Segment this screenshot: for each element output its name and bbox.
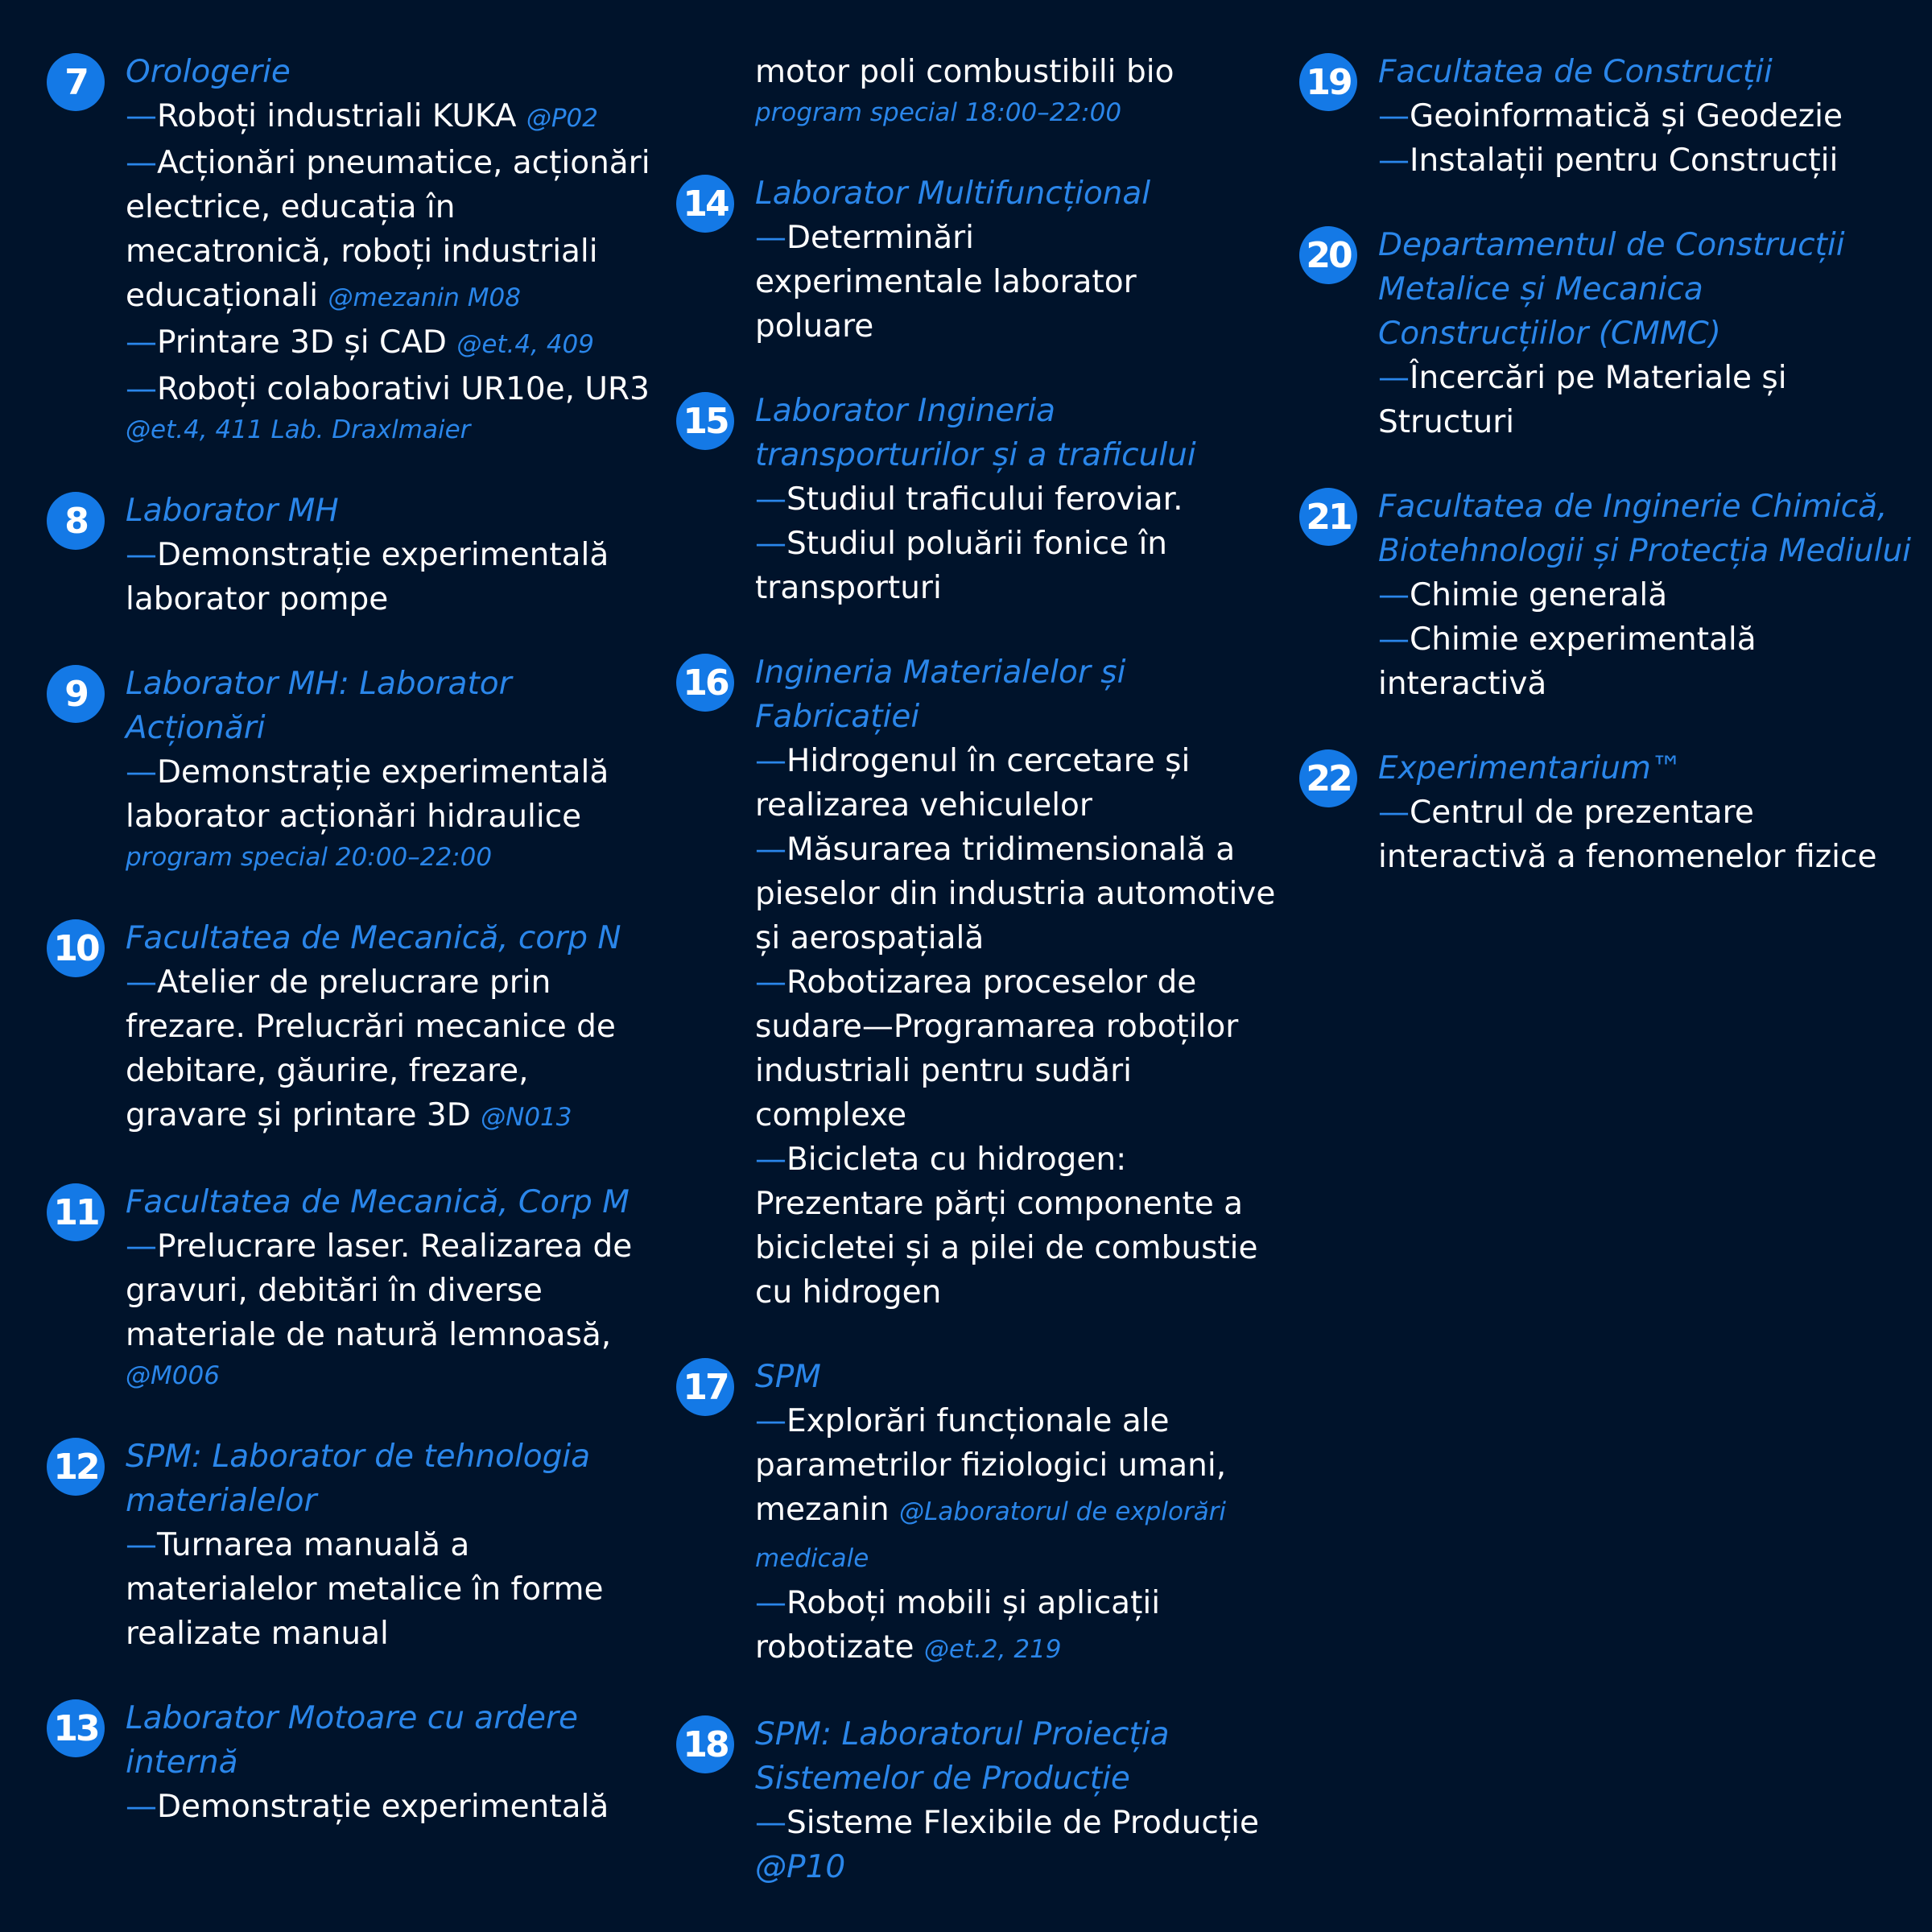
entry-16 — [676, 650, 1288, 1315]
entry-title: SPM: Laboratorul Proiecția Sistemelor de Producție — [755, 1716, 1170, 1797]
location-tag: @et.4, 411 Lab. Draxlmaier — [126, 415, 471, 444]
entry-item: — Robotizarea proceselor de sudare—Programarea roboților industriali pentru sudări complexe — [755, 960, 1254, 1137]
number-badge: 19 — [1299, 53, 1357, 111]
entry-title: Laborator Ingineria transporturilor și a traficului — [755, 393, 1196, 473]
entry-13-continued — [676, 50, 1288, 131]
number-badge: 15 — [676, 392, 734, 450]
location-tag: @M006 — [126, 1361, 220, 1390]
entry-title: Laborator Motoare cu ardere internă — [126, 1700, 579, 1781]
entry-item: — Determinări experimentale laborator poluare — [755, 216, 1206, 349]
entry-17 — [676, 1355, 1288, 1672]
entry-9 — [47, 662, 658, 876]
number-badge: 17 — [676, 1358, 734, 1416]
entry-title: Departamentul de Construcții Metalice și Mecanica Construcțiilor (CMMC) — [1378, 227, 1845, 352]
schedule-note: program special 18:00–22:00 — [755, 98, 1122, 127]
entry-item: — Studiul traficului feroviar. — [755, 477, 1288, 522]
number-badge: 16 — [676, 654, 734, 712]
entry-title: Orologerie — [126, 54, 291, 90]
entry-18 — [676, 1712, 1288, 1889]
entry-21 — [1299, 485, 1911, 706]
entry-title: Facultatea de Mecanică, corp N — [126, 920, 621, 956]
entry-item: — Roboți mobili și aplicații robotizate @et.2, 219 — [755, 1581, 1206, 1672]
entry-item: — Studiul poluării fonice în transporturi — [755, 522, 1206, 610]
entry-22 — [1299, 746, 1911, 879]
entry-item: — Instalații pentru Construcții — [1378, 138, 1911, 183]
location-tag: @P10 — [755, 1849, 846, 1885]
entry-item: — Demonstrație experimentală — [126, 1785, 658, 1829]
number-badge: 13 — [47, 1699, 105, 1757]
location-tag: @et.4, 409 — [456, 330, 594, 359]
entry-item: — Hidrogenul în cercetare și realizarea vehiculelor — [755, 739, 1206, 828]
entry-item: — Acționări pneumatice, acționări electrice, educația în mecatronică, roboți industriali educaționali @mezanin M08 — [126, 141, 658, 320]
entry-item: — Explorări funcționale ale parametrilor fiziologici umani, mezanin @Laboratorul de explorări medicale — [755, 1399, 1254, 1581]
column-2 — [676, 50, 1288, 1930]
entry-item: — Măsurarea tridimensională a pieselor din industria automotive și aerospațială — [755, 828, 1288, 960]
location-tag: @mezanin M08 — [328, 283, 521, 312]
entry-title: SPM: Laborator de tehnologia materialelor — [126, 1439, 591, 1519]
entry-15 — [676, 389, 1288, 610]
number-badge: 8 — [47, 492, 105, 550]
location-tag: @Laboratorul de explorări medicale — [755, 1497, 1227, 1573]
number-badge: 18 — [676, 1715, 734, 1773]
entry-item: — Sisteme Flexibile de Producție — [755, 1801, 1288, 1845]
column-1 — [47, 50, 658, 1869]
entry-title: SPM — [755, 1359, 821, 1395]
entry-item: — Atelier de prelucrare prin frezare. Prelucrări mecanice de debitare, găurire, frezare, gravare și printare 3D @N013 — [126, 960, 658, 1140]
entry-item: — Centrul de prezentare interactivă a fenomenelor fizice — [1378, 791, 1911, 879]
entry-title: Facultatea de Construcții — [1378, 54, 1773, 90]
entry-title: Laborator MH: Laborator Acționări — [126, 666, 512, 746]
number-badge: 21 — [1299, 488, 1357, 546]
entry-item: — Prelucrare laser. Realizarea de gravuri, debitări în diverse materiale de natură lemnoasă, — [126, 1224, 658, 1357]
entry-title: Laborator Multifuncțional — [755, 175, 1151, 212]
number-badge: 22 — [1299, 749, 1357, 807]
entry-title: Facultatea de Mecanică, Corp M — [126, 1184, 630, 1220]
entry-12 — [47, 1435, 658, 1656]
entry-title: Experimentarium™ — [1378, 750, 1682, 786]
entry-item: — Demonstrație experimentală laborator acționări hidraulice — [126, 750, 658, 839]
entry-13 — [47, 1696, 658, 1829]
entry-item: — Demonstrație experimentală laborator pompe — [126, 533, 658, 621]
entry-item: motor poli combustibili bio — [755, 54, 1174, 90]
entry-item: — Încercări pe Materiale și Structuri — [1378, 356, 1829, 444]
entry-14 — [676, 171, 1288, 349]
column-3 — [1299, 50, 1911, 919]
entry-19 — [1299, 50, 1911, 183]
entry-item: — Roboți industriali KUKA @P02 — [126, 94, 658, 141]
number-badge: 20 — [1299, 226, 1357, 284]
entry-item: — Roboți colaborativi UR10e, UR3 — [126, 367, 658, 411]
schedule-note: program special 20:00–22:00 — [126, 843, 493, 872]
entry-title: Laborator MH — [126, 493, 339, 529]
location-tag: @P02 — [526, 104, 598, 133]
location-tag: @et.2, 219 — [923, 1635, 1062, 1664]
entry-11 — [47, 1180, 658, 1394]
entry-7 — [47, 50, 658, 448]
entry-item: — Chimie generală — [1378, 573, 1911, 617]
entry-10 — [47, 916, 658, 1140]
number-badge: 12 — [47, 1438, 105, 1496]
entry-20 — [1299, 223, 1911, 444]
entry-item: — Geoinformatică și Geodezie — [1378, 94, 1911, 138]
entry-item: — Bicicleta cu hidrogen: Prezentare părți componente a bicicletei și a pilei de combustie cu hidrogen — [755, 1137, 1270, 1315]
entry-8 — [47, 489, 658, 621]
location-tag: @N013 — [481, 1103, 572, 1132]
entry-item: — Turnarea manuală a materialelor metalice în forme realizate manual — [126, 1523, 658, 1656]
entry-item: — Chimie experimentală interactivă — [1378, 617, 1797, 706]
entry-title: Facultatea de Inginerie Chimică, Biotehnologii și Protecția Mediului — [1378, 489, 1912, 569]
number-badge: 9 — [47, 665, 105, 723]
entry-title: Ingineria Materialelor și Fabricației — [755, 654, 1126, 735]
number-badge: 14 — [676, 175, 734, 233]
entry-item: — Printare 3D și CAD @et.4, 409 — [126, 320, 658, 367]
number-badge: 7 — [47, 53, 105, 111]
number-badge: 10 — [47, 919, 105, 977]
number-badge: 11 — [47, 1183, 105, 1241]
